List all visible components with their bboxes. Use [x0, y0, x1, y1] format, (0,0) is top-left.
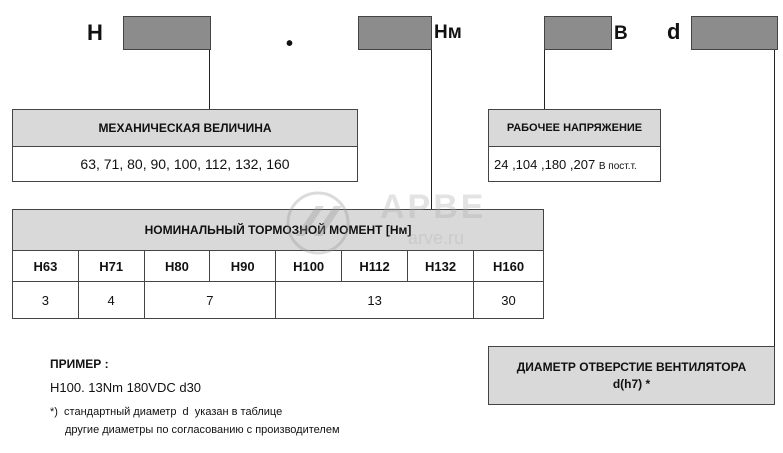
torque-connector-v: [431, 50, 432, 209]
voltage-unit: В: [614, 23, 628, 44]
torque-header: НОМИНАЛЬНЫЙ ТОРМОЗНОЙ МОМЕНТ [Нм]: [13, 210, 544, 251]
example-footnote-1: *) стандартный диаметр d указан в таблице: [50, 406, 283, 418]
mech-size-header: МЕХАНИЧЕСКАЯ ВЕЛИЧИНА: [13, 110, 358, 147]
voltage-header: РАБОЧЕЕ НАПРЯЖЕНИЕ: [489, 110, 661, 147]
torque-value-h80-h90: 7: [144, 282, 276, 319]
torque-value-h63: 3: [13, 282, 79, 319]
torque-value-h71: 4: [78, 282, 144, 319]
torque-col-h80: H80: [144, 251, 210, 282]
torque-box: [358, 16, 432, 50]
voltage-note: В пост.т.: [598, 160, 637, 172]
torque-col-h71: H71: [78, 251, 144, 282]
torque-col-h100: H100: [276, 251, 342, 282]
example-code: H100. 13Nm 180VDC d30: [50, 380, 202, 395]
watermark-brand: APBE: [380, 188, 487, 226]
voltage-table: [488, 109, 661, 182]
torque-value-h160: 30: [474, 282, 544, 319]
mech-connector-v: [209, 50, 210, 109]
torque-col-h63: H63: [13, 251, 79, 282]
voltage-box: [544, 16, 612, 50]
voltage-values-cell: [489, 147, 661, 182]
mech-size-values: 63, 71, 80, 90, 100, 112, 132, 160: [13, 147, 358, 182]
mech-size-box: [123, 16, 211, 50]
diameter-info-box: [488, 346, 775, 405]
watermark-logo: [282, 188, 522, 258]
voltage-values: 24 ,104 ,180 ,207: [494, 156, 596, 172]
diameter-symbol: d: [667, 19, 681, 44]
code-separator: •: [286, 33, 294, 55]
torque-col-h112: H112: [342, 251, 408, 282]
mech-size-table: [12, 109, 358, 182]
torque-value-h100-h132: 13: [276, 282, 474, 319]
example-footnote-2: другие диаметры по согласованию с производителем: [65, 424, 340, 436]
torque-col-h160: H160: [474, 251, 544, 282]
diameter-line-2: d(h7) *: [612, 377, 651, 391]
voltage-connector-v: [544, 50, 545, 109]
example-title: ПРИМЕР :: [50, 357, 109, 371]
watermark-site: arve.ru: [408, 228, 465, 248]
code-prefix: H: [87, 20, 103, 45]
torque-col-h132: H132: [408, 251, 474, 282]
diameter-line-1: ДИАМЕТР ОТВЕРСТИЕ ВЕНТИЛЯТОРА: [516, 360, 747, 374]
diameter-box: [691, 16, 778, 50]
diameter-connector-v: [774, 50, 775, 347]
torque-unit: Нм: [434, 22, 462, 43]
torque-col-h90: H90: [210, 251, 276, 282]
